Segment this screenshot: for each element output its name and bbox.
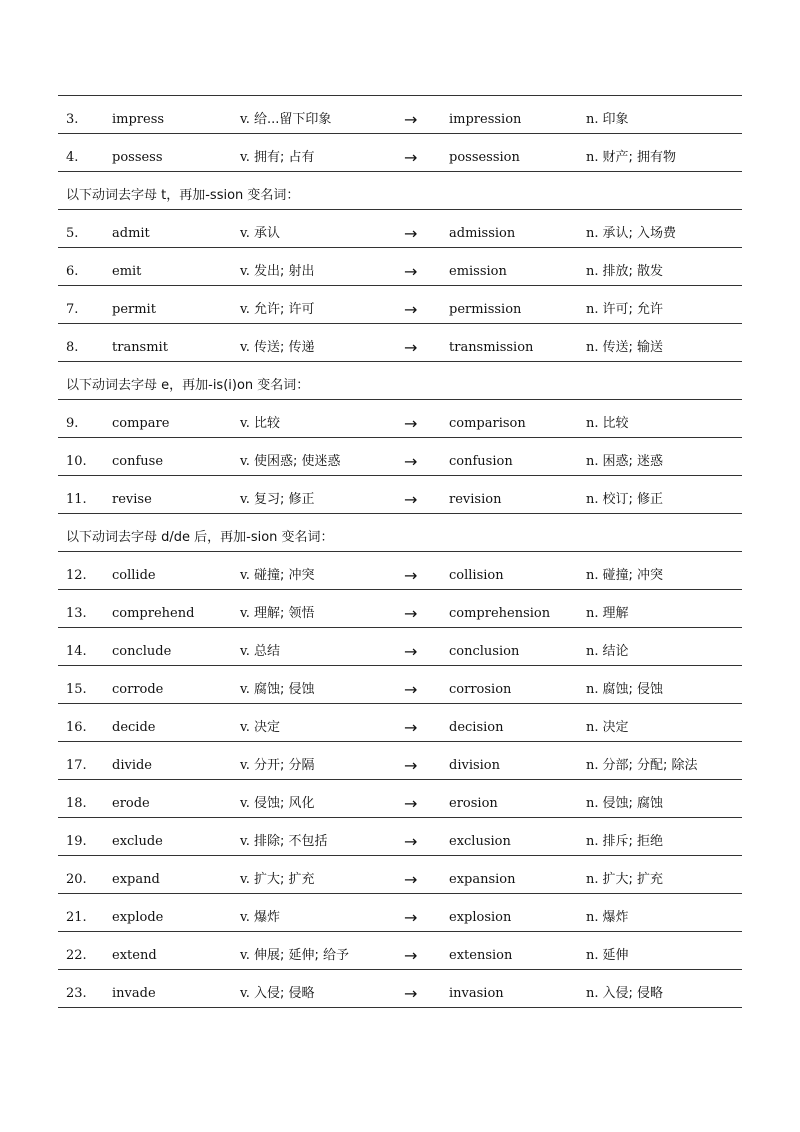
row-number: 20. bbox=[66, 872, 87, 887]
noun-word: admission bbox=[449, 226, 516, 241]
part-of-speech: v. bbox=[240, 302, 250, 317]
row-number: 13. bbox=[66, 606, 87, 621]
right-arrow-icon: → bbox=[404, 756, 418, 775]
noun-word: possession bbox=[449, 150, 520, 165]
verb-word: explode bbox=[112, 910, 164, 925]
part-of-speech: v. bbox=[240, 340, 250, 355]
part-of-speech: v. bbox=[240, 834, 250, 849]
part-of-speech: v. bbox=[240, 986, 250, 1001]
noun-word: extension bbox=[449, 948, 513, 963]
row-number: 4. bbox=[66, 150, 79, 165]
noun-word: impression bbox=[449, 112, 522, 127]
part-of-speech: n. bbox=[586, 568, 599, 583]
part-of-speech: n. bbox=[586, 606, 599, 621]
definition-text: 比较 bbox=[602, 416, 629, 431]
table-row bbox=[58, 894, 742, 932]
part-of-speech: v. bbox=[240, 682, 250, 697]
verb-word: transmit bbox=[112, 340, 168, 355]
right-arrow-icon: → bbox=[404, 148, 418, 167]
right-arrow-icon: → bbox=[404, 490, 418, 509]
table-row bbox=[58, 628, 742, 666]
row-number: 23. bbox=[66, 986, 87, 1001]
part-of-speech: v. bbox=[240, 150, 250, 165]
part-of-speech: v. bbox=[240, 264, 250, 279]
row-number: 14. bbox=[66, 644, 87, 659]
part-of-speech: n. bbox=[586, 644, 599, 659]
table-row bbox=[58, 818, 742, 856]
definition-text: 校订; 修正 bbox=[602, 492, 664, 507]
right-arrow-icon: → bbox=[404, 300, 418, 319]
definition-text: 决定 bbox=[602, 720, 629, 735]
part-of-speech: n. bbox=[586, 682, 599, 697]
noun-word: emission bbox=[449, 264, 507, 279]
definition-text: 侵蚀; 风化 bbox=[253, 796, 315, 811]
verb-word: impress bbox=[112, 112, 165, 127]
definition-text: 理解; 领悟 bbox=[253, 606, 315, 621]
right-arrow-icon: → bbox=[404, 946, 418, 965]
section-heading: 以下动词去字母 d/de 后，再加-sion 变名词： bbox=[66, 530, 334, 545]
noun-word: invasion bbox=[449, 986, 504, 1001]
right-arrow-icon: → bbox=[404, 566, 418, 585]
part-of-speech: v. bbox=[240, 606, 250, 621]
part-of-speech: v. bbox=[240, 226, 250, 241]
row-number: 16. bbox=[66, 720, 87, 735]
verb-word: emit bbox=[112, 264, 142, 279]
table-row bbox=[58, 134, 742, 172]
part-of-speech: v. bbox=[240, 872, 250, 887]
right-arrow-icon: → bbox=[404, 680, 418, 699]
verb-word: revise bbox=[112, 492, 152, 507]
definition-text: 发出; 射出 bbox=[253, 264, 315, 279]
noun-word: expansion bbox=[449, 872, 516, 887]
verb-word: confuse bbox=[112, 454, 164, 469]
section-heading-row bbox=[58, 362, 742, 400]
row-number: 3. bbox=[66, 112, 79, 127]
right-arrow-icon: → bbox=[404, 718, 418, 737]
noun-word: conclusion bbox=[449, 644, 520, 659]
definition-text: 承认 bbox=[253, 226, 280, 241]
part-of-speech: n. bbox=[586, 492, 599, 507]
part-of-speech: v. bbox=[240, 910, 250, 925]
noun-word: comparison bbox=[449, 416, 526, 431]
right-arrow-icon: → bbox=[404, 794, 418, 813]
part-of-speech: v. bbox=[240, 644, 250, 659]
part-of-speech: v. bbox=[240, 454, 250, 469]
table-row bbox=[58, 590, 742, 628]
part-of-speech: n. bbox=[586, 910, 599, 925]
table-row bbox=[58, 438, 742, 476]
noun-word: transmission bbox=[449, 340, 534, 355]
row-number: 8. bbox=[66, 340, 79, 355]
row-number: 5. bbox=[66, 226, 79, 241]
verb-word: corrode bbox=[112, 682, 164, 697]
verb-word: admit bbox=[112, 226, 150, 241]
verb-word: divide bbox=[112, 758, 152, 773]
definition-text: 分部; 分配; 除法 bbox=[602, 758, 698, 773]
table-row bbox=[58, 96, 742, 134]
noun-word: comprehension bbox=[449, 606, 551, 621]
definition-text: 印象 bbox=[602, 112, 629, 127]
verb-word: expand bbox=[112, 872, 160, 887]
table-row bbox=[58, 742, 742, 780]
noun-word: collision bbox=[449, 568, 504, 583]
table-row bbox=[58, 856, 742, 894]
part-of-speech: v. bbox=[240, 112, 250, 127]
section-heading-row bbox=[58, 514, 742, 552]
part-of-speech: v. bbox=[240, 416, 250, 431]
right-arrow-icon: → bbox=[404, 908, 418, 927]
definition-text: 困惑; 迷惑 bbox=[602, 454, 664, 469]
definition-text: 侵蚀; 腐蚀 bbox=[602, 796, 664, 811]
definition-text: 爆炸 bbox=[602, 910, 629, 925]
noun-word: explosion bbox=[449, 910, 512, 925]
vocabulary-table bbox=[58, 95, 742, 1008]
verb-word: comprehend bbox=[112, 606, 195, 621]
noun-word: division bbox=[449, 758, 501, 773]
right-arrow-icon: → bbox=[404, 338, 418, 357]
part-of-speech: n. bbox=[586, 720, 599, 735]
part-of-speech: n. bbox=[586, 796, 599, 811]
definition-text: 使困惑; 使迷惑 bbox=[253, 454, 341, 469]
table-row bbox=[58, 324, 742, 362]
definition-text: 给...留下印象 bbox=[253, 112, 332, 127]
part-of-speech: v. bbox=[240, 758, 250, 773]
verb-word: invade bbox=[112, 986, 156, 1001]
table-row bbox=[58, 400, 742, 438]
right-arrow-icon: → bbox=[404, 262, 418, 281]
part-of-speech: n. bbox=[586, 226, 599, 241]
definition-text: 传送; 传递 bbox=[253, 340, 315, 355]
right-arrow-icon: → bbox=[404, 452, 418, 471]
section-heading: 以下动词去字母 e，再加-is(i)on 变名词： bbox=[66, 378, 310, 393]
table-row bbox=[58, 666, 742, 704]
part-of-speech: v. bbox=[240, 568, 250, 583]
definition-text: 爆炸 bbox=[253, 910, 280, 925]
definition-text: 碰撞; 冲突 bbox=[253, 568, 315, 583]
right-arrow-icon: → bbox=[404, 984, 418, 1003]
part-of-speech: v. bbox=[240, 796, 250, 811]
noun-word: revision bbox=[449, 492, 502, 507]
row-number: 18. bbox=[66, 796, 87, 811]
part-of-speech: n. bbox=[586, 758, 599, 773]
row-number: 6. bbox=[66, 264, 79, 279]
definition-text: 碰撞; 冲突 bbox=[602, 568, 664, 583]
definition-text: 拥有; 占有 bbox=[253, 150, 315, 165]
definition-text: 排除; 不包括 bbox=[253, 834, 328, 849]
definition-text: 腐蚀; 侵蚀 bbox=[602, 682, 664, 697]
definition-text: 扩大; 扩充 bbox=[253, 872, 315, 887]
table-row bbox=[58, 286, 742, 324]
verb-word: compare bbox=[112, 416, 170, 431]
definition-text: 承认; 入场费 bbox=[602, 226, 677, 241]
definition-text: 入侵; 侵略 bbox=[253, 986, 315, 1001]
table-row bbox=[58, 476, 742, 514]
right-arrow-icon: → bbox=[404, 604, 418, 623]
right-arrow-icon: → bbox=[404, 414, 418, 433]
part-of-speech: n. bbox=[586, 986, 599, 1001]
definition-text: 比较 bbox=[253, 416, 280, 431]
noun-word: erosion bbox=[449, 796, 498, 811]
table-row bbox=[58, 248, 742, 286]
table-row bbox=[58, 780, 742, 818]
verb-word: exclude bbox=[112, 834, 163, 849]
definition-text: 传送; 输送 bbox=[602, 340, 664, 355]
noun-word: confusion bbox=[449, 454, 513, 469]
definition-text: 排放; 散发 bbox=[602, 264, 664, 279]
definition-text: 分开; 分隔 bbox=[253, 758, 315, 773]
definition-text: 复习; 修正 bbox=[253, 492, 315, 507]
verb-word: permit bbox=[112, 302, 156, 317]
table-row bbox=[58, 932, 742, 970]
verb-word: extend bbox=[112, 948, 157, 963]
definition-text: 总结 bbox=[253, 644, 280, 659]
definition-text: 决定 bbox=[253, 720, 280, 735]
right-arrow-icon: → bbox=[404, 870, 418, 889]
verb-word: conclude bbox=[112, 644, 172, 659]
verb-definition bbox=[240, 970, 314, 1018]
row-number: 7. bbox=[66, 302, 79, 317]
definition-text: 理解 bbox=[602, 606, 629, 621]
definition-text: 结论 bbox=[602, 644, 629, 659]
right-arrow-icon: → bbox=[404, 110, 418, 129]
row-number: 11. bbox=[66, 492, 87, 507]
definition-text: 延伸 bbox=[602, 948, 629, 963]
verb-word: possess bbox=[112, 150, 163, 165]
verb-word: decide bbox=[112, 720, 156, 735]
table-row bbox=[58, 704, 742, 742]
part-of-speech: v. bbox=[240, 492, 250, 507]
noun-word: decision bbox=[449, 720, 504, 735]
row-number: 19. bbox=[66, 834, 87, 849]
part-of-speech: n. bbox=[586, 264, 599, 279]
section-heading-row bbox=[58, 172, 742, 210]
row-number: 9. bbox=[66, 416, 79, 431]
definition-text: 腐蚀; 侵蚀 bbox=[253, 682, 315, 697]
row-number: 12. bbox=[66, 568, 87, 583]
right-arrow-icon: → bbox=[404, 832, 418, 851]
part-of-speech: n. bbox=[586, 112, 599, 127]
row-number: 21. bbox=[66, 910, 87, 925]
part-of-speech: v. bbox=[240, 948, 250, 963]
definition-text: 排斥; 拒绝 bbox=[602, 834, 664, 849]
part-of-speech: n. bbox=[586, 340, 599, 355]
part-of-speech: n. bbox=[586, 454, 599, 469]
row-number: 17. bbox=[66, 758, 87, 773]
definition-text: 伸展; 延伸; 给予 bbox=[253, 948, 349, 963]
right-arrow-icon: → bbox=[404, 224, 418, 243]
definition-text: 允许; 许可 bbox=[253, 302, 315, 317]
part-of-speech: n. bbox=[586, 872, 599, 887]
part-of-speech: n. bbox=[586, 150, 599, 165]
part-of-speech: n. bbox=[586, 302, 599, 317]
section-heading: 以下动词去字母 t，再加-ssion 变名词： bbox=[66, 188, 300, 203]
row-number: 22. bbox=[66, 948, 87, 963]
noun-definition bbox=[586, 970, 663, 1018]
definition-text: 许可; 允许 bbox=[602, 302, 664, 317]
part-of-speech: v. bbox=[240, 720, 250, 735]
definition-text: 财产; 拥有物 bbox=[602, 150, 677, 165]
table-row bbox=[58, 210, 742, 248]
part-of-speech: n. bbox=[586, 834, 599, 849]
table-row bbox=[58, 552, 742, 590]
noun-word: corrosion bbox=[449, 682, 512, 697]
right-arrow-icon: → bbox=[404, 642, 418, 661]
part-of-speech: n. bbox=[586, 416, 599, 431]
definition-text: 入侵; 侵略 bbox=[602, 986, 664, 1001]
row-number: 10. bbox=[66, 454, 87, 469]
noun-word: permission bbox=[449, 302, 522, 317]
verb-word: collide bbox=[112, 568, 156, 583]
verb-word: erode bbox=[112, 796, 150, 811]
row-number: 15. bbox=[66, 682, 87, 697]
definition-text: 扩大; 扩充 bbox=[602, 872, 664, 887]
noun-word: exclusion bbox=[449, 834, 511, 849]
part-of-speech: n. bbox=[586, 948, 599, 963]
table-row bbox=[58, 970, 742, 1008]
